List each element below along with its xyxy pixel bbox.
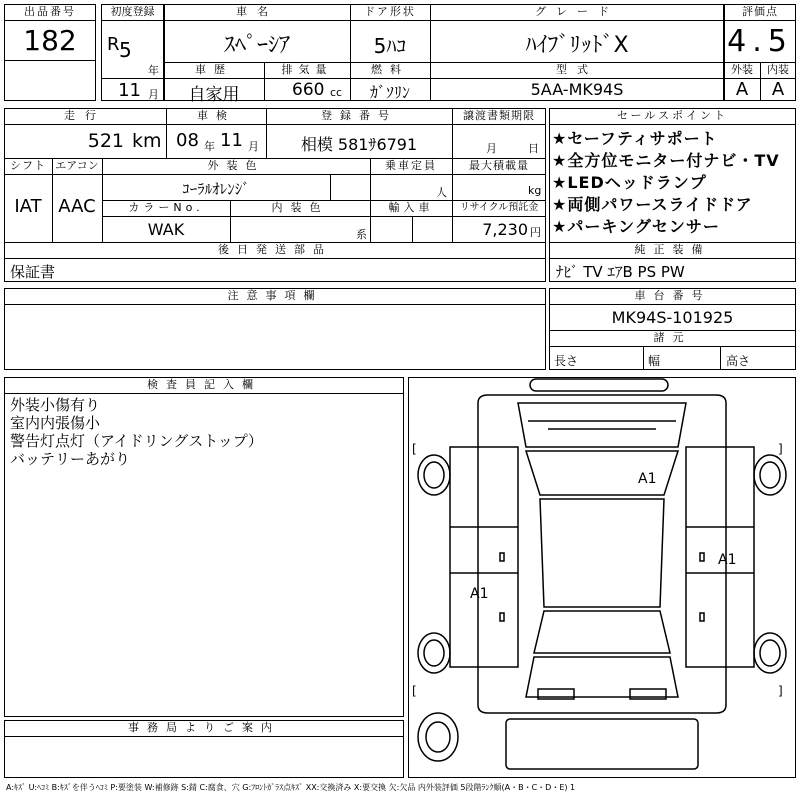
displacement-unit: cc xyxy=(330,86,343,99)
notes-label: 注意事項欄 xyxy=(227,289,323,302)
model-label: 型式 xyxy=(556,63,598,76)
sales-point-4: ★両側パワースライドドア xyxy=(552,195,753,214)
wheel-rear-left xyxy=(418,633,450,673)
svg-text:[: [ xyxy=(412,684,417,698)
front-bumper-outline xyxy=(530,379,668,391)
svg-text:]: ] xyxy=(778,684,783,698)
transfer-day-unit: 日 xyxy=(528,142,539,155)
capacity-unit: 人 xyxy=(436,186,447,199)
sales-point-5: ★パーキングセンサー xyxy=(552,217,720,236)
left-side-outline xyxy=(450,447,518,667)
damage-mark-roof: A1 xyxy=(638,471,657,487)
year-unit: 年 xyxy=(148,64,159,77)
recycle-fee: 7,230 xyxy=(482,220,528,239)
later-parts: 保証書 xyxy=(10,263,56,281)
roof-outline xyxy=(540,499,664,607)
car-name-label: 車名 xyxy=(236,5,278,18)
inspector-remark-3: 警告灯点灯（アイドリングストップ） xyxy=(10,432,263,450)
equipment-value: ﾅﾋﾞ TV ｴｱB PS PW xyxy=(556,263,685,281)
ac: AAC xyxy=(58,196,96,217)
inspection-month: 11 xyxy=(220,130,243,151)
door-label: ドア形状 xyxy=(364,5,416,18)
load-label: 最大積載量 xyxy=(469,159,529,172)
month-unit: 月 xyxy=(148,88,159,101)
int-color-unit: 系 xyxy=(356,228,367,241)
inspector-remark-1: 外装小傷有り xyxy=(10,396,101,414)
grade-label: グレード xyxy=(535,5,619,18)
later-parts-label: 後日発送部品 xyxy=(218,243,332,256)
mileage-unit: km xyxy=(132,130,162,152)
inspection-year: 08 xyxy=(176,130,199,151)
color-no: WAK xyxy=(147,220,185,239)
exterior-grade: A xyxy=(735,79,749,100)
svg-text:[: [ xyxy=(412,442,417,456)
era: R xyxy=(107,34,120,55)
sales-point-3: ★LEDヘッドランプ xyxy=(552,173,707,192)
damage-mark-right: A1 xyxy=(718,552,737,568)
rear-hatch-outline xyxy=(526,657,678,697)
plate-label: 登録番号 xyxy=(321,109,397,122)
model-code: 5AA-MK94S xyxy=(530,80,624,99)
inspection-year-unit: 年 xyxy=(204,140,215,153)
lot-label: 出品番号 xyxy=(24,5,76,18)
width-label: 幅 xyxy=(648,354,661,368)
dims-label: 諸元 xyxy=(653,331,692,344)
chassis-number: MK94S-101925 xyxy=(611,308,734,327)
wheel-front-left xyxy=(418,455,450,495)
shift-label: シフト xyxy=(10,159,46,172)
grade: ﾊｲﾌﾞﾘｯﾄﾞX xyxy=(525,33,629,58)
inspector-label: 検査員記入欄 xyxy=(147,378,261,391)
spare-wheel xyxy=(418,713,458,761)
inspector-remark-2: 室内内張傷小 xyxy=(10,414,101,432)
equipment-label: 純正装備 xyxy=(634,243,711,256)
plate-number: 相模 581ｻ6791 xyxy=(300,135,418,154)
hood-outline xyxy=(518,403,686,447)
mileage: 521 xyxy=(87,130,124,152)
int-color-label: 内装色 xyxy=(271,201,329,214)
lot-number: 182 xyxy=(23,24,77,57)
recycle-unit: 円 xyxy=(530,226,541,239)
recycle-label: リサイクル預託金 xyxy=(459,202,539,213)
history: 自家用 xyxy=(188,85,240,105)
mileage-label: 走行 xyxy=(64,109,106,122)
transfer-label: 譲渡書類期限 xyxy=(463,109,535,122)
car-diagram xyxy=(408,377,796,778)
interior-label: 内装 xyxy=(767,63,789,76)
wheel-rear-right xyxy=(754,633,786,673)
displacement: 660 xyxy=(292,80,325,100)
office-label: 事務局よりご案内 xyxy=(128,721,280,734)
sales-point-2: ★全方位モニター付ナビ・TV xyxy=(552,151,780,170)
import-label: 輸入車 xyxy=(388,201,434,214)
first-reg-year: 5 xyxy=(119,38,132,62)
svg-text:]: ] xyxy=(778,442,783,456)
ext-color-label: 外装色 xyxy=(207,159,265,172)
fuel-label: 燃料 xyxy=(371,63,409,76)
inspector-remark-4: バッテリーあがり xyxy=(10,450,131,468)
color-no-label: カラーNo. xyxy=(128,201,204,214)
transfer-month-unit: 月 xyxy=(486,142,497,155)
body-outline xyxy=(478,395,726,713)
rear-window-outline xyxy=(534,611,670,653)
sales-points-label: セールスポイント xyxy=(616,109,728,122)
interior-grade: A xyxy=(771,79,785,100)
capacity-label: 乗車定員 xyxy=(385,159,437,172)
fuel: ｶﾞｿﾘﾝ xyxy=(369,83,410,102)
legend: A:ｷｽﾞ U:ﾍｺﾐ B:ｷｽﾞを伴うﾍｺﾐ P:要塗装 W:補修跡 S:錆 C:腐食、穴 G:ﾌﾛﾝﾄｶﾞﾗｽ点ｷｽﾞ XX:交換済み X:要交換 欠:欠品 内外装評価 5段階ﾗﾝｸ順(A・B・C・D・E) 1 xyxy=(6,783,576,792)
damage-mark-left: A1 xyxy=(470,586,489,602)
wheel-front-right xyxy=(754,455,786,495)
exterior-label: 外装 xyxy=(731,63,753,76)
score-label: 評価点 xyxy=(742,5,778,18)
first-reg-month: 11 xyxy=(118,80,141,101)
length-label: 長さ xyxy=(554,354,579,368)
displacement-label: 排気量 xyxy=(281,63,333,76)
inspection-label: 車検 xyxy=(197,109,235,122)
chassis-label: 車台番号 xyxy=(634,289,711,302)
height-label: 高さ xyxy=(726,354,751,368)
ac-label: エアコン xyxy=(55,159,99,172)
history-label: 車歴 xyxy=(195,63,233,76)
sales-point-1: ★セーフティサポート xyxy=(552,129,718,148)
shift: IAT xyxy=(14,196,42,217)
load-unit: kg xyxy=(528,184,542,197)
car-name: ｽﾍﾟｰｼｱ xyxy=(223,33,290,58)
ext-color: ｺｰﾗﾙｵﾚﾝｼﾞ xyxy=(182,180,250,198)
inspection-month-unit: 月 xyxy=(248,140,259,153)
door-type: 5ﾊｺ xyxy=(373,34,407,58)
score: 4.5 xyxy=(727,24,793,59)
first-reg-label: 初度登録 xyxy=(110,5,155,18)
